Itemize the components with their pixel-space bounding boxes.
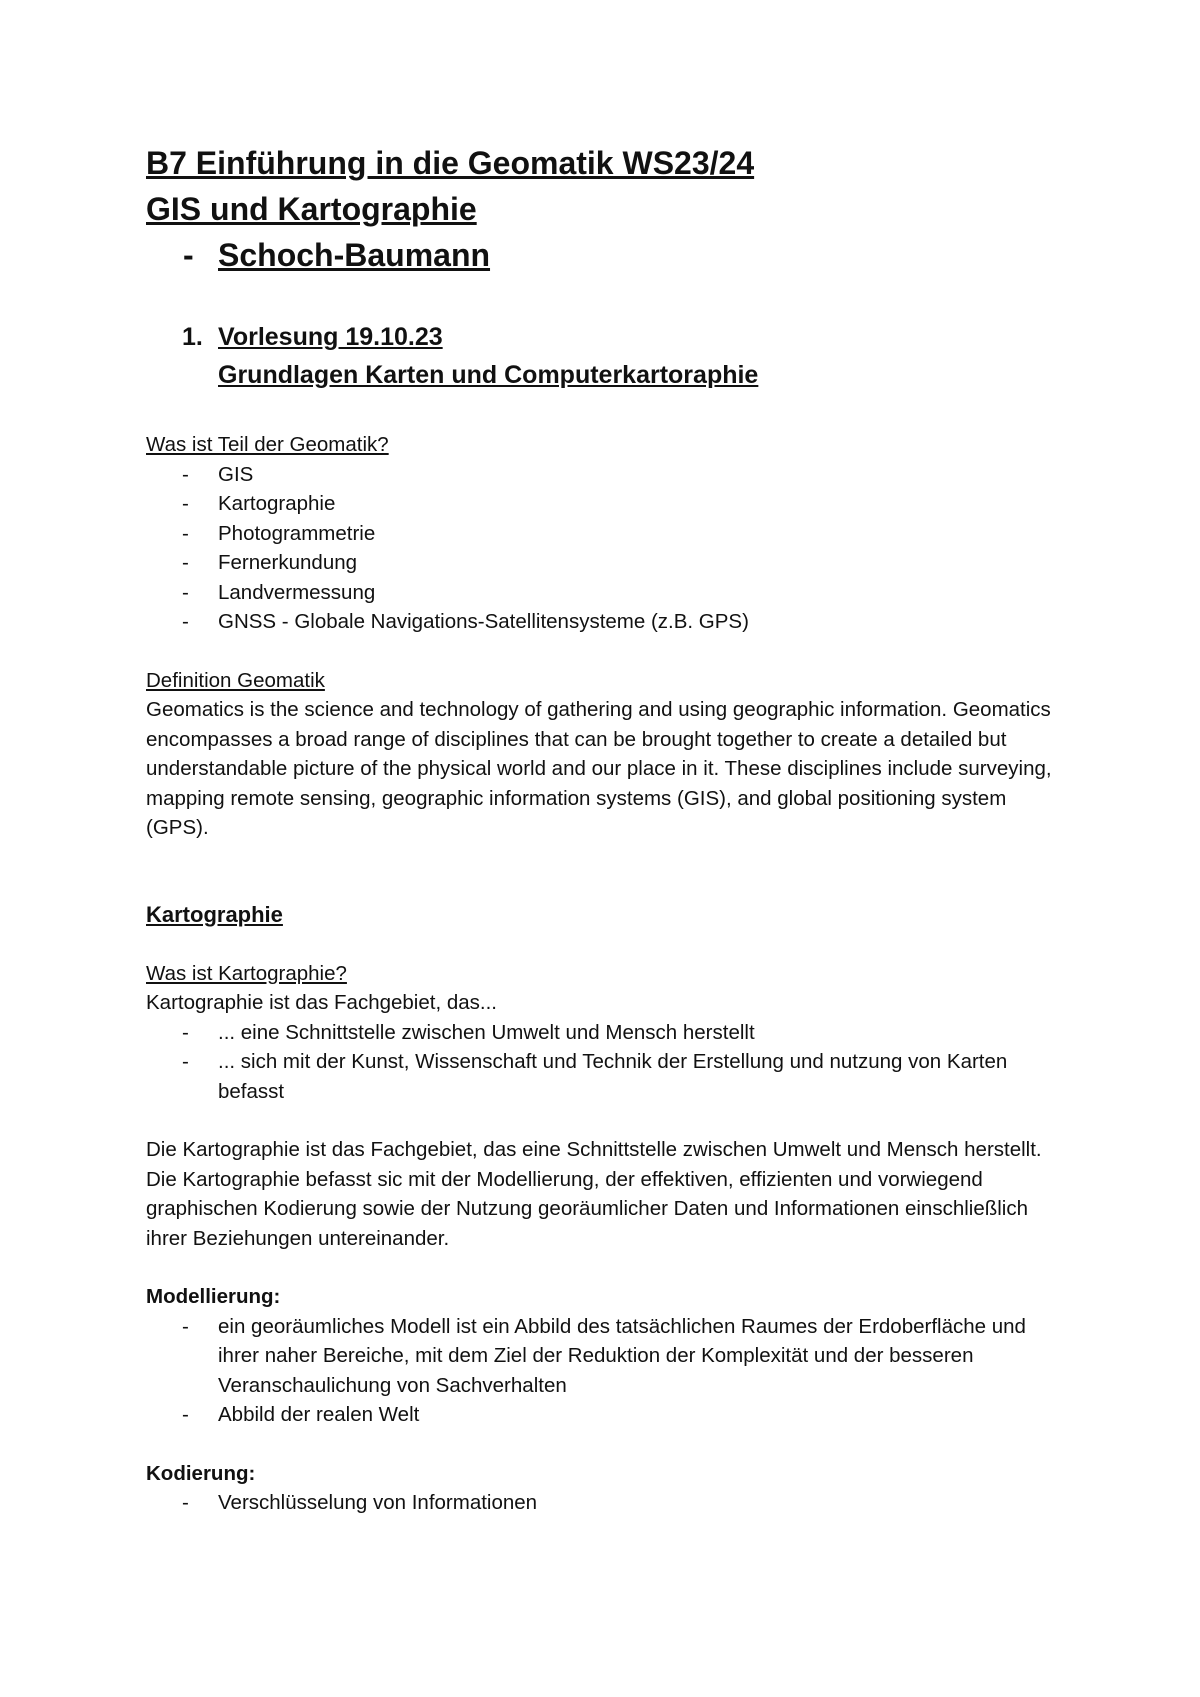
list-item-text: Abbild der realen Welt bbox=[218, 1403, 420, 1426]
author-name: Schoch-Baumann bbox=[218, 237, 491, 273]
section-title-kartographie: Kartographie bbox=[146, 901, 283, 927]
list-item-text: Photogrammetrie bbox=[218, 521, 376, 545]
list-item bbox=[146, 1312, 1066, 1401]
kartographie-intro: Kartographie ist das Fachgebiet, das... bbox=[146, 991, 497, 1014]
list-item-text: ... sich mit der Kunst, Wissenschaft und Technik der Erstellung und nutzung von Karten befasst bbox=[218, 1050, 1008, 1103]
list-item-text: ein georäumliches Modell ist ein Abbild des tatsächlichen Raumes der Erdoberfläche und ihrer naher Bereiche, mit dem Ziel der Reduktion der Komplexität und der besseren Veranschaulichung von Sachverhalten bbox=[218, 1314, 1026, 1397]
lecture-number: 1. bbox=[182, 323, 203, 351]
bullet: - bbox=[182, 462, 189, 486]
bullet: - bbox=[182, 1050, 189, 1073]
list-item bbox=[146, 489, 1066, 519]
definition-heading: Definition Geomatik bbox=[146, 668, 325, 692]
bullet: - bbox=[182, 580, 189, 604]
kodierung-list bbox=[146, 1488, 1066, 1518]
list-item-text: Landvermessung bbox=[218, 580, 376, 604]
modellierung-list bbox=[146, 1312, 1066, 1430]
geomatik-parts-list bbox=[146, 460, 1066, 637]
author-line bbox=[146, 232, 1066, 278]
list-item bbox=[146, 1018, 1066, 1048]
list-item bbox=[146, 1400, 1066, 1430]
list-item bbox=[146, 548, 1066, 578]
document-subtitle: GIS und Kartographie bbox=[146, 191, 477, 227]
list-item-text: GNSS - Globale Navigations-Satellitensysteme (z.B. GPS) bbox=[218, 610, 749, 633]
definition-text: Geomatics is the science and technology of gathering and using geographic information. Geomatics encompasses a broad range of disciplines that can be brought together to create a detailed but understandable picture of the physical world and our place in it. These disciplines include surveying, mapping remote sensing, geographic information systems (GIS), and global positioning system (GPS). bbox=[146, 698, 1052, 839]
list-item bbox=[146, 607, 1066, 637]
author-dash: - bbox=[183, 237, 194, 273]
list-item bbox=[146, 1488, 1066, 1518]
modellierung-heading: Modellierung: bbox=[146, 1285, 281, 1308]
bullet: - bbox=[182, 1403, 189, 1426]
lecture-date: Vorlesung 19.10.23 bbox=[218, 323, 443, 351]
geomatik-parts-heading: Was ist Teil der Geomatik? bbox=[146, 433, 389, 456]
kartographie-question: Was ist Kartographie? bbox=[146, 961, 347, 985]
kartographie-paragraph: Die Kartographie ist das Fachgebiet, das eine Schnittstelle zwischen Umwelt und Mensch herstellt. Die Kartographie befasst sic mit der Modellierung, der effektiven, effizienten und vorwiegend graphischen Kodierung sowie der Nutzung georäumlicher Daten und Informationen einschließlich ihrer Beziehungen untereinander. bbox=[146, 1138, 1042, 1250]
document-page bbox=[146, 140, 1066, 1518]
bullet: - bbox=[182, 492, 189, 515]
list-item bbox=[146, 460, 1066, 490]
bullet: - bbox=[182, 521, 189, 545]
lecture-heading bbox=[146, 318, 1066, 394]
list-item-text: Kartographie bbox=[218, 492, 336, 515]
lecture-title-block bbox=[218, 318, 758, 394]
bullet: - bbox=[182, 610, 189, 633]
list-item-text: Verschlüsselung von Informationen bbox=[218, 1491, 538, 1514]
document-title: B7 Einführung in die Geomatik WS23/24 bbox=[146, 145, 755, 181]
bullet: - bbox=[182, 1491, 189, 1514]
list-item-text: ... eine Schnittstelle zwischen Umwelt und Mensch herstellt bbox=[218, 1020, 755, 1044]
kodierung-heading: Kodierung: bbox=[146, 1461, 256, 1485]
lecture-topic: Grundlagen Karten und Computerkartoraphie bbox=[218, 361, 759, 389]
list-item-text: Fernerkundung bbox=[218, 551, 358, 574]
bullet: - bbox=[182, 1314, 189, 1338]
bullet: - bbox=[182, 551, 189, 574]
list-item bbox=[146, 519, 1066, 549]
list-item bbox=[146, 1047, 1066, 1106]
bullet: - bbox=[182, 1020, 189, 1044]
kartographie-list bbox=[146, 1018, 1066, 1107]
list-item bbox=[146, 578, 1066, 608]
list-item-text: GIS bbox=[218, 462, 254, 486]
